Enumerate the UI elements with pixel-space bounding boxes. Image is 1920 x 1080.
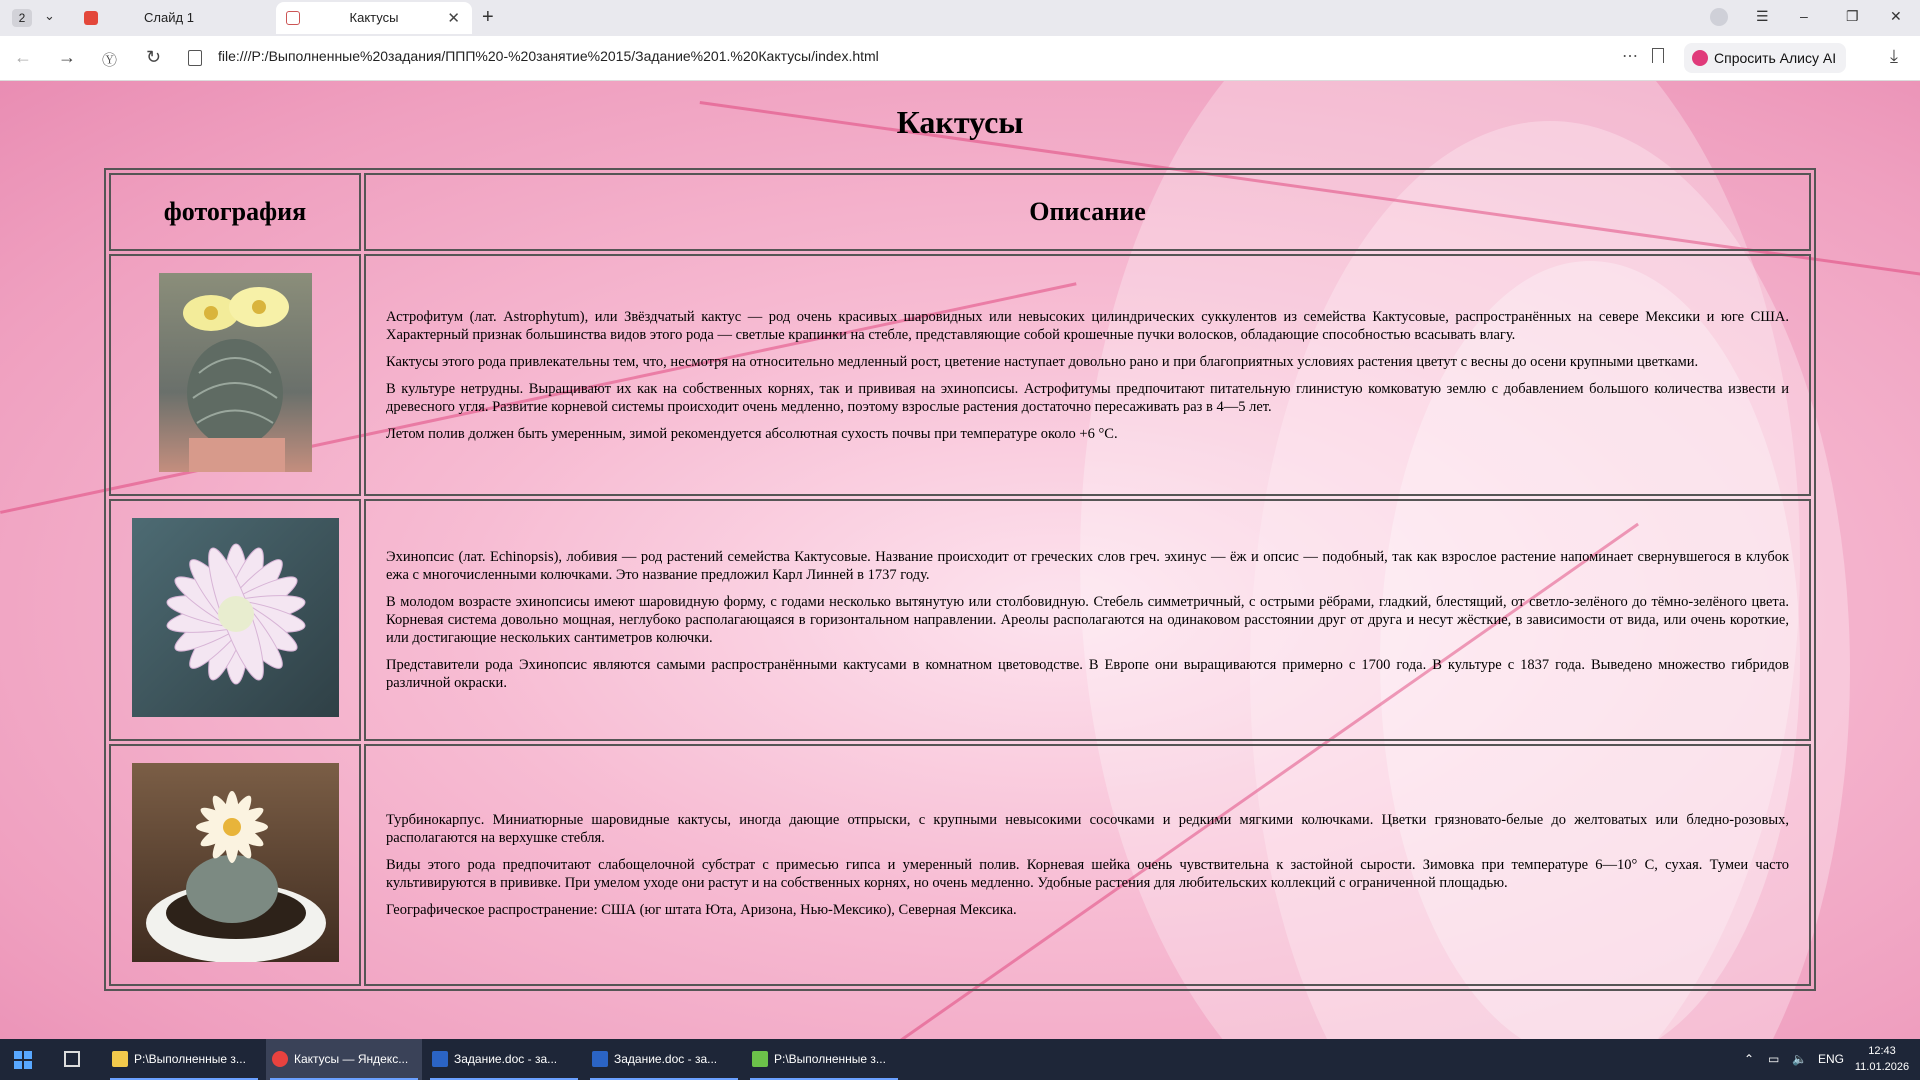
network-icon[interactable]: ▭	[1768, 1052, 1780, 1066]
taskbar-item-browser[interactable]	[266, 1039, 422, 1080]
taskbar-item-notepad[interactable]	[746, 1039, 902, 1080]
description-paragraph: Эхинопсис (лат. Echinopsis), лобивия — род растений семейства Кактусовые. Название происходит от греческих слов греч. эхинус — ёж и опсис — подобный, так как взрослое растение напоминает свернувшегося в клубок ежа с многочисленными колючками. Это название предложил Карл Линней в 1737 году.	[386, 549, 1789, 583]
close-window-icon[interactable]: ✕	[1890, 8, 1902, 24]
notepad-icon	[752, 1051, 768, 1067]
photo-cell	[109, 744, 361, 986]
description-paragraph: Представители рода Эхинопсис являются самыми распространёнными кактусами в комнатном цветоводстве. В Европе они выращиваются примерно с 1700 года. В культуре с 1837 года. Выведено множество гибридов различной окраски.	[386, 657, 1789, 691]
download-icon[interactable]: ⤓	[1890, 46, 1898, 66]
description-paragraph: Турбинокарпус. Миниатюрные шаровидные кактусы, иногда дающие отпрыски, с крупными невысокими сосочками и редкими мягкими колючками. Цветки грязновато-белые до желтоватых или бледно-розовых, располагаются на верхушке стебля.	[386, 812, 1789, 846]
table-row	[109, 744, 1811, 986]
table-row	[109, 254, 1811, 496]
taskbar	[0, 1039, 1920, 1080]
description-paragraph: Виды этого рода предпочитают слабощелочной субстрат с примесью гипса и умеренный полив. Корневая шейка очень чувствительна к застойной сырости. Зимовка при температуре 6—10° С, сухая. Тумеи часто культивируются в прививке. При умелом уходе они растут и на собственных корнях, но очень медленно. Удобные растения для любительских коллекций с ограниченной площадью.	[386, 857, 1789, 891]
yandex-icon[interactable]: Ⓨ	[102, 52, 118, 69]
column-header-description: Описание	[364, 173, 1811, 251]
description-paragraph: В молодом возрасте эхинопсисы имеют шаровидную форму, с годами несколько вытянутую или столбовидную. Стебель симметричный, с острыми рёбрами, гладкий, блестящий, от светло-зелёного до тёмно-зелёного цвета. Корневая система довольно мощная, неглубоко располагающаяся в горизонтальном направлении. Ареолы располагаются на одинаковом расстоянии друг от друга и несут жёсткие, в зависимости от вида, или очень короткие, или достигающие нескольких сантиметров колючки.	[386, 594, 1789, 646]
taskbar-item-explorer[interactable]	[106, 1039, 262, 1080]
table-row	[109, 499, 1811, 741]
clock-time: 12:43	[1868, 1045, 1896, 1057]
alice-button-label: Спросить Алису AI	[1714, 50, 1837, 66]
menu-icon[interactable]: ☰	[1756, 8, 1769, 24]
clock-date: 11.01.2026	[1854, 1061, 1910, 1073]
alice-icon	[1692, 50, 1708, 66]
forward-icon[interactable]: →	[58, 47, 76, 67]
tab-title: Слайд 1	[144, 10, 194, 25]
column-header-photo: фотография	[109, 173, 361, 251]
photo-cell	[109, 499, 361, 741]
tab-slide[interactable]	[74, 2, 264, 34]
url-field[interactable]: file:///P:/Выполненные%20задания/ППП%20-%20занятие%2015/Задание%201.%20Кактусы/index.html	[218, 48, 879, 64]
description-cell	[364, 499, 1811, 741]
tab-cacti[interactable]	[276, 2, 472, 34]
minimize-icon[interactable]: –	[1800, 8, 1808, 24]
description-paragraph: Астрофитум (лат. Astrophytum), или Звёздчатый кактус — род очень красивых шаровидных или невысоких цилиндрических суккулентов из семейства Кактусовые, распространённых на севере Мексики и юге США. Характерный признак большинства видов этого рода — светлые крапинки на стебле, представляющие собой крошечные пучки волосков, обладающие способностью всасывать влагу.	[386, 308, 1789, 343]
alice-button[interactable]	[1684, 43, 1846, 73]
tray-chevron-icon[interactable]: ⌃	[1744, 1052, 1755, 1066]
table-header-row	[109, 173, 1811, 251]
taskbar-item-label: Задание.doc - за...	[454, 1052, 558, 1066]
volume-icon[interactable]: 🔈	[1792, 1052, 1807, 1066]
language-indicator[interactable]: ENG	[1818, 1052, 1845, 1066]
taskbar-item-word[interactable]	[426, 1039, 582, 1080]
restore-icon[interactable]: ❐	[1846, 8, 1859, 24]
word-icon	[592, 1051, 608, 1067]
close-tab-icon[interactable]: ✕	[447, 10, 460, 27]
taskbar-item-label: P:\Выполненные з...	[134, 1052, 246, 1066]
photo-cell	[109, 254, 361, 496]
taskbar-item-label: P:\Выполненные з...	[774, 1052, 886, 1066]
page-viewport	[0, 81, 1920, 1039]
bookmark-icon[interactable]	[1652, 48, 1664, 63]
description-paragraph: В культуре нетрудны. Выращивают их как на собственных корнях, так и прививая на эхинопсисы. Астрофитумы предпочитают питательную глинистую комковатую землю с добавлением большого количества извести и древесного угля. Развитие корневой системы происходит очень медленно, поэтому взрослые растения достаточно пересаживать раз в 4—5 лет.	[386, 380, 1789, 415]
taskbar-item-label: Задание.doc - за...	[614, 1052, 718, 1066]
description-cell	[364, 254, 1811, 496]
reload-icon[interactable]: ↻	[146, 47, 162, 67]
folder-icon	[112, 1051, 128, 1067]
new-tab-icon[interactable]: +	[482, 6, 494, 28]
astrophytum-photo-icon	[159, 273, 312, 472]
task-view-icon[interactable]	[64, 1051, 80, 1067]
page-title: Кактусы	[896, 104, 1024, 140]
file-icon	[188, 50, 202, 66]
echinopsis-photo-icon	[132, 518, 339, 717]
taskbar-item-label: Кактусы — Яндекс...	[294, 1052, 409, 1066]
address-bar	[0, 36, 1920, 81]
windows-start-icon[interactable]	[14, 1051, 32, 1069]
description-paragraph: Летом полив должен быть умеренным, зимой рекомендуется абсолютная сухость почвы при температуре около +6 °C.	[386, 425, 1118, 442]
description-cell	[364, 744, 1811, 986]
back-icon[interactable]: ←	[14, 47, 32, 67]
tab-count-badge[interactable]: 2	[12, 9, 32, 27]
more-options-icon[interactable]: ⋯	[1622, 48, 1638, 65]
word-icon	[432, 1051, 448, 1067]
description-paragraph: Географическое распространение: США (юг штата Юта, Аризона, Нью-Мексико), Северная Мексика.	[386, 902, 1017, 918]
turbinicarpus-photo-icon	[132, 763, 339, 962]
tab-list-chevron-icon[interactable]: ⌄	[44, 8, 55, 23]
cacti-table	[104, 168, 1816, 991]
profile-icon[interactable]	[1710, 8, 1728, 26]
tab-title: Кактусы	[349, 10, 399, 25]
taskbar-item-word[interactable]	[586, 1039, 742, 1080]
browser-tab-bar	[0, 0, 1920, 36]
yandex-browser-icon	[272, 1051, 288, 1067]
system-clock[interactable]	[1852, 1043, 1912, 1075]
description-paragraph: Кактусы этого рода привлекательны тем, что, несмотря на относительно медленный рост, цветение наступает довольно рано и при благоприятных условиях растения цветут с весны до осени крупными цветками.	[386, 353, 1699, 370]
